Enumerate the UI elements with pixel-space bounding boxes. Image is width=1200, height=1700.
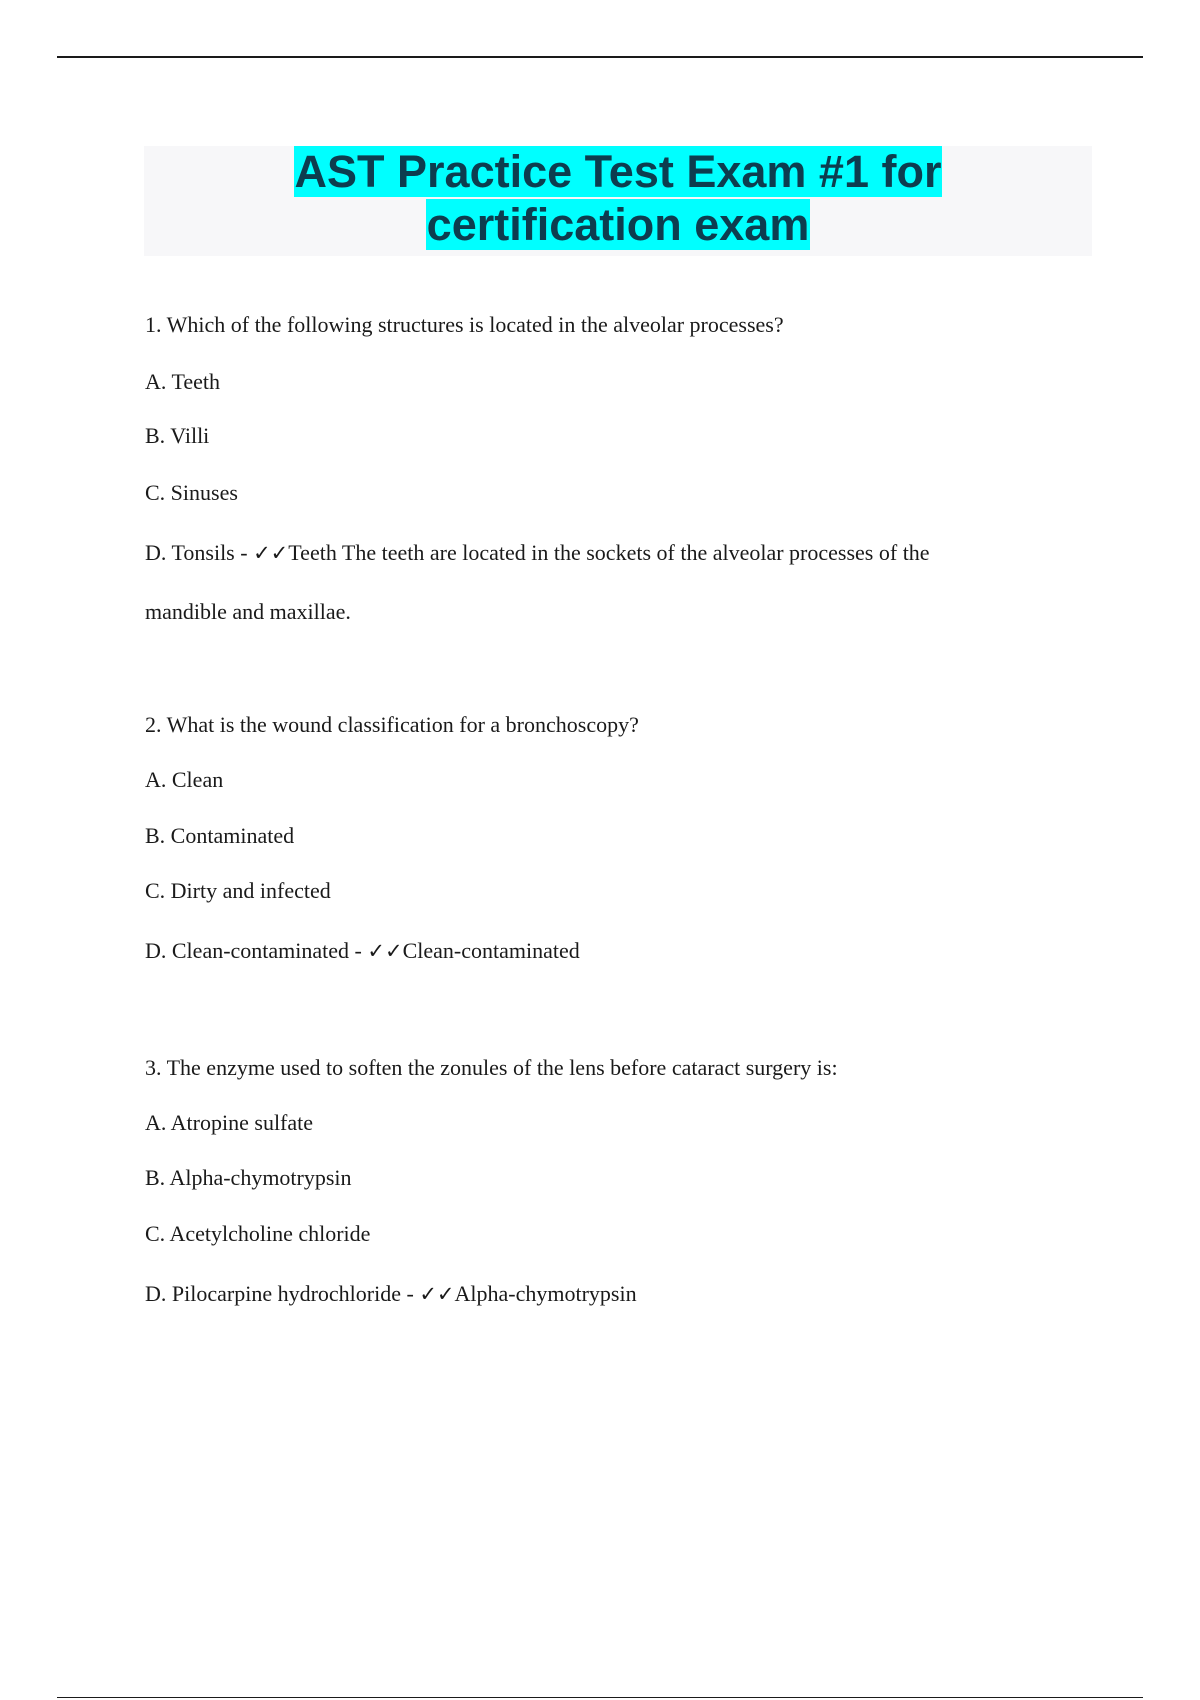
question-3-option-b: B. Alpha-chymotrypsin xyxy=(145,1165,352,1190)
question-1-option-d: D. Tonsils - xyxy=(145,540,254,565)
question-3-option-a: A. Atropine sulfate xyxy=(145,1110,314,1135)
document-title-line1: AST Practice Test Exam #1 for xyxy=(294,146,942,197)
bottom-rule xyxy=(57,1697,1143,1698)
question-1-text: 1. Which of the following structures is located in the alveolar processes? xyxy=(145,312,784,337)
question-2-answer: Clean-contaminated xyxy=(402,938,580,963)
question-3-answer: Alpha-chymotrypsin xyxy=(454,1281,637,1306)
check-icon: ✓✓ xyxy=(419,1282,455,1306)
question-2-option-c: C. Dirty and infected xyxy=(145,878,331,903)
question-1-answer-continued: mandible and maxillae. xyxy=(145,599,351,624)
document-title-line2: certification exam xyxy=(426,199,810,250)
check-icon: ✓✓ xyxy=(253,541,289,565)
question-2-text: 2. What is the wound classification for a bronchoscopy? xyxy=(145,712,639,737)
question-2-option-a: A. Clean xyxy=(145,767,224,792)
title-banner xyxy=(144,146,1092,256)
question-2-option-d-answer xyxy=(145,937,580,965)
question-1-option-a: A. Teeth xyxy=(145,369,221,394)
question-3-option-d: D. Pilocarpine hydrochloride - xyxy=(145,1281,420,1306)
top-rule xyxy=(57,56,1143,58)
question-2-option-b: B. Contaminated xyxy=(145,823,295,848)
question-2-option-d: D. Clean-contaminated - xyxy=(145,938,368,963)
check-icon: ✓✓ xyxy=(367,939,403,963)
question-1-option-c: C. Sinuses xyxy=(145,480,238,505)
question-3-option-c: C. Acetylcholine chloride xyxy=(145,1221,371,1246)
question-3-text: 3. The enzyme used to soften the zonules of the lens before cataract surgery is: xyxy=(145,1055,838,1080)
question-1-answer: Teeth The teeth are located in the sockets of the alveolar processes of the xyxy=(288,540,930,565)
question-3-option-d-answer xyxy=(145,1280,637,1308)
question-1-option-d-answer xyxy=(145,539,930,567)
question-1-option-b: B. Villi xyxy=(145,423,210,448)
